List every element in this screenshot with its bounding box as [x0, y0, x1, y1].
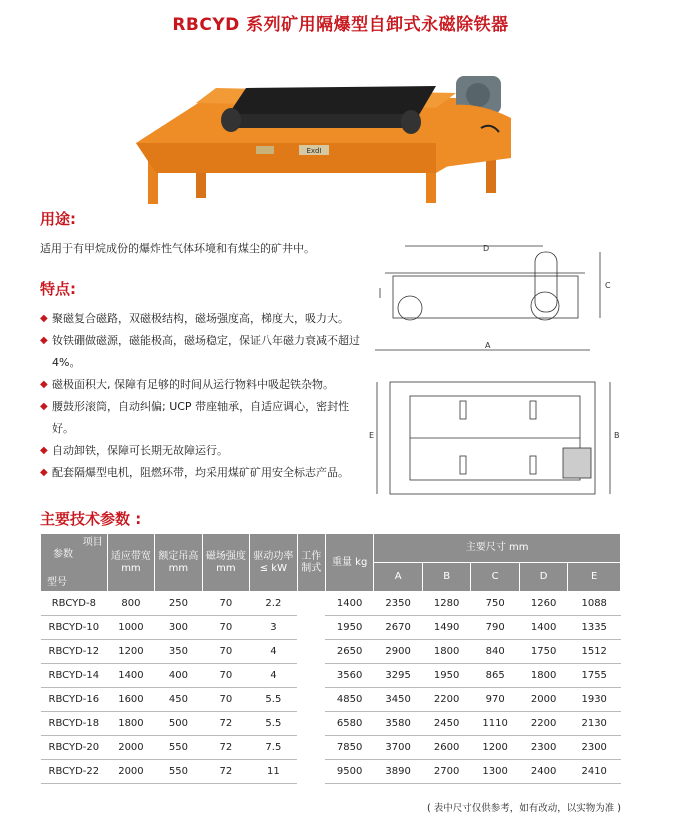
page-title: RBCYD 系列矿用隔爆型自卸式永磁除铁器	[172, 15, 509, 35]
table-cell: 1930	[568, 688, 621, 712]
table-cell: 550	[155, 760, 202, 784]
table-cell	[297, 688, 325, 712]
table-cell: 70	[202, 592, 249, 616]
separator-photo	[136, 58, 531, 208]
table-cell: 70	[202, 688, 249, 712]
table-cell: 4	[250, 664, 297, 688]
table-cell: 5.5	[250, 688, 297, 712]
table-cell: 1600	[107, 688, 154, 712]
table-cell: 2200	[519, 712, 568, 736]
table-cell: 800	[107, 592, 154, 616]
col-header: 磁场强度 mm	[202, 534, 249, 592]
table-row	[41, 592, 621, 616]
col-header: 适应带宽 mm	[107, 534, 154, 592]
corner-model: 型号	[47, 576, 67, 588]
table-row	[41, 736, 621, 760]
table-cell: 865	[471, 664, 520, 688]
model-cell: RBCYD-8	[41, 592, 108, 616]
col-header: 工作制式	[297, 534, 325, 592]
dim-label-e: E	[369, 431, 375, 440]
table-cell: 750	[471, 592, 520, 616]
table-cell	[297, 736, 325, 760]
table-cell: 1800	[107, 712, 154, 736]
table-cell: 400	[155, 664, 202, 688]
table-cell: 2.2	[250, 592, 297, 616]
col-header: 额定吊高 mm	[155, 534, 202, 592]
table-cell: 5.5	[250, 712, 297, 736]
table-cell: 1300	[471, 760, 520, 784]
table-cell: 2450	[422, 712, 471, 736]
table-cell: 4850	[325, 688, 374, 712]
table-cell: 500	[155, 712, 202, 736]
model-cell: RBCYD-10	[41, 616, 108, 640]
model-cell: RBCYD-20	[41, 736, 108, 760]
table-cell: 1088	[568, 592, 621, 616]
features-heading: 特点:	[40, 280, 76, 298]
table-cell: 2300	[568, 736, 621, 760]
table-cell: 2700	[422, 760, 471, 784]
top-view-drawing	[365, 376, 625, 506]
table-cell: 1260	[519, 592, 568, 616]
table-cell: 1110	[471, 712, 520, 736]
usage-text: 适用于有甲烷成份的爆炸性气体环境和有煤尘的矿井中。	[40, 242, 315, 255]
feature-item: ◆ 聚磁复合磁路，双磁极结构，磁场强度高，梯度大，吸力大。	[40, 308, 360, 330]
table-cell: 7.5	[250, 736, 297, 760]
table-row	[41, 664, 621, 688]
table-cell: 1200	[107, 640, 154, 664]
col-header: 驱动功率 ≤ kW	[250, 534, 297, 592]
table-cell: 450	[155, 688, 202, 712]
table-cell: 2650	[325, 640, 374, 664]
table-cell	[297, 640, 325, 664]
dim-col-header: D	[519, 563, 568, 592]
feature-item: ◆ 钕铁硼做磁源，磁能极高，磁场稳定，保证八年磁力衰减不超过 4%。	[40, 330, 360, 374]
model-cell: RBCYD-18	[41, 712, 108, 736]
table-footnote: ( 表中尺寸仅供参考，如有改动，以实物为准 )	[427, 803, 621, 814]
dim-col-header: C	[471, 563, 520, 592]
table-cell: 1400	[519, 616, 568, 640]
table-cell: 3560	[325, 664, 374, 688]
table-cell: 1800	[519, 664, 568, 688]
table-cell: 9500	[325, 760, 374, 784]
table-row	[41, 688, 621, 712]
table-cell: 1400	[107, 664, 154, 688]
table-cell: 2410	[568, 760, 621, 784]
table-cell: 1512	[568, 640, 621, 664]
table-cell: 72	[202, 736, 249, 760]
dim-label-d: D	[483, 244, 490, 253]
table-cell: 3295	[374, 664, 423, 688]
table-cell: 3450	[374, 688, 423, 712]
table-row	[41, 712, 621, 736]
table-cell: 1400	[325, 592, 374, 616]
table-cell: 350	[155, 640, 202, 664]
table-cell: 70	[202, 664, 249, 688]
table-cell: 2000	[107, 760, 154, 784]
table-cell: 3580	[374, 712, 423, 736]
table-cell: 3890	[374, 760, 423, 784]
table-cell: 1490	[422, 616, 471, 640]
table-cell: 790	[471, 616, 520, 640]
table-row	[41, 640, 621, 664]
feature-item: ◆ 磁极面积大, 保障有足够的时间从运行物料中吸起铁杂物。	[40, 374, 360, 396]
table-cell: 1335	[568, 616, 621, 640]
table-cell: 72	[202, 760, 249, 784]
spec-table-body	[41, 592, 621, 784]
table-row	[41, 760, 621, 784]
table-cell: 300	[155, 616, 202, 640]
corner-header	[41, 534, 108, 592]
table-cell: 840	[471, 640, 520, 664]
dim-col-header: A	[374, 563, 423, 592]
table-cell: 3	[250, 616, 297, 640]
table-cell: 70	[202, 616, 249, 640]
table-cell: 1200	[471, 736, 520, 760]
table-cell: 2130	[568, 712, 621, 736]
table-cell: 2900	[374, 640, 423, 664]
dim-col-header: B	[422, 563, 471, 592]
table-cell	[297, 712, 325, 736]
table-cell: 2600	[422, 736, 471, 760]
table-cell	[297, 592, 325, 616]
table-cell: 2400	[519, 760, 568, 784]
table-cell: 550	[155, 736, 202, 760]
table-cell: 4	[250, 640, 297, 664]
table-cell: 2000	[107, 736, 154, 760]
corner-project: 项目	[82, 536, 103, 548]
table-cell: 250	[155, 592, 202, 616]
table-cell: 970	[471, 688, 520, 712]
table-cell: 7850	[325, 736, 374, 760]
table-cell	[297, 664, 325, 688]
feature-item: ◆ 配套隔爆型电机，阻燃环带，均采用煤矿矿用安全标志产品。	[40, 462, 360, 484]
table-cell: 2300	[519, 736, 568, 760]
model-cell: RBCYD-22	[41, 760, 108, 784]
col-header: 重量 kg	[325, 534, 374, 592]
dim-label-b: B	[614, 431, 620, 440]
dim-header: 主要尺寸 mm	[374, 534, 621, 563]
table-cell: 3700	[374, 736, 423, 760]
table-cell: 11	[250, 760, 297, 784]
table-cell: 1280	[422, 592, 471, 616]
table-cell: 2670	[374, 616, 423, 640]
table-cell: 72	[202, 712, 249, 736]
feature-item: ◆ 自动卸铁，保障可长期无故障运行。	[40, 440, 360, 462]
table-cell: 1000	[107, 616, 154, 640]
table-cell: 6580	[325, 712, 374, 736]
feature-item: ◆ 腰鼓形滚筒，自动纠偏; UCP 带座轴承，自适应调心，密封性好。	[40, 396, 360, 440]
table-cell: 1950	[325, 616, 374, 640]
table-cell: 1750	[519, 640, 568, 664]
table-cell: 70	[202, 640, 249, 664]
usage-heading: 用途:	[40, 210, 76, 228]
model-cell: RBCYD-14	[41, 664, 108, 688]
table-cell	[297, 616, 325, 640]
spec-table	[40, 533, 621, 784]
dim-label-c: C	[605, 281, 611, 290]
table-cell: 2000	[519, 688, 568, 712]
table-cell: 2200	[422, 688, 471, 712]
table-cell: 1950	[422, 664, 471, 688]
table-cell	[297, 760, 325, 784]
model-cell: RBCYD-12	[41, 640, 108, 664]
dim-col-header: E	[568, 563, 621, 592]
table-row	[41, 616, 621, 640]
table-cell: 2350	[374, 592, 423, 616]
model-cell: RBCYD-16	[41, 688, 108, 712]
side-view-drawing	[365, 238, 625, 358]
table-cell: 1800	[422, 640, 471, 664]
dim-label-a: A	[485, 341, 491, 350]
specs-heading: 主要技术参数 :	[40, 510, 142, 528]
corner-param: 参数	[53, 548, 73, 560]
table-cell: 1755	[568, 664, 621, 688]
nameplate-label: ExdⅠ	[306, 147, 322, 155]
features-list	[40, 308, 360, 484]
